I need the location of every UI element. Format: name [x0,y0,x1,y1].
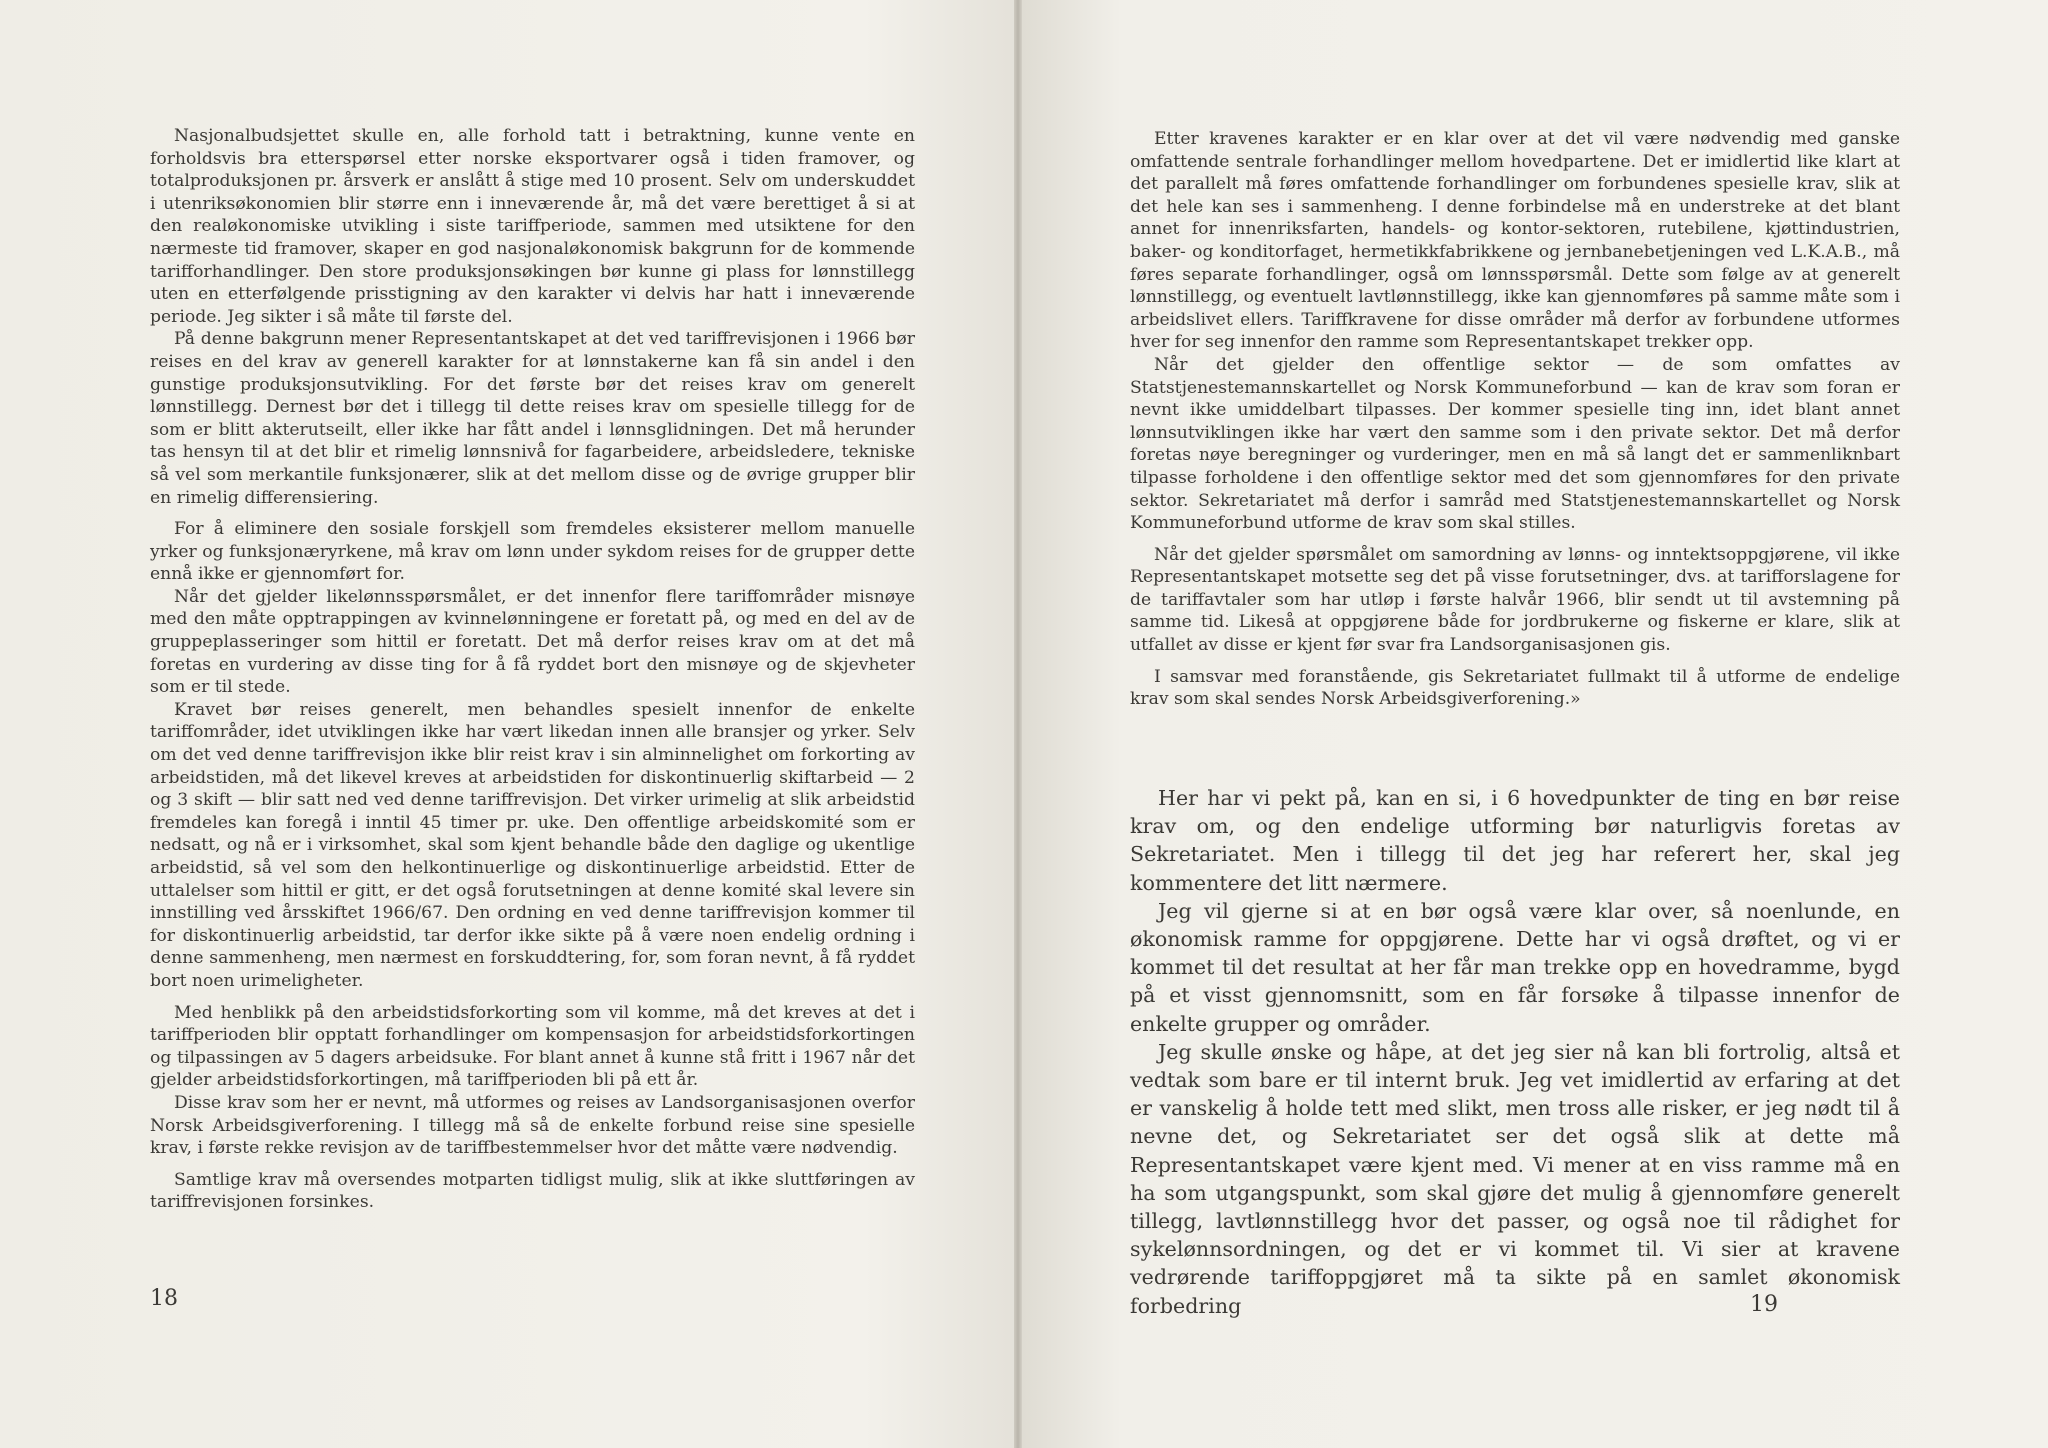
page-number-right: 19 [1750,1292,1778,1317]
paragraph: Med henblikk på den arbeidstidsforkorting som vil komme, må det kreves at det i tariffperioden blir opptatt forhandlinger om kompensasjon for arbeidstidsforkortingen og tilpassingen av 5 dagers arbeidsuke. For blant annet å kunne stå fritt i 1967 når det gjelder arbeidstidsforkortingen, må tariffperioden bli på ett år. [150,1002,915,1091]
right-speech-column [1130,784,1900,1320]
paragraph: Når det gjelder spørsmålet om samordning av lønns- og inntektsoppgjørene, vil ikke Representantskapet motsette seg det på visse forutsetninger, dvs. at tarifforslagene for de tariffavtaler som har utløp i første halvår 1966, blir sendt ut til avstemning på samme tid. Likeså at oppgjørene både for jordbrukerne og fiskerne er klare, slik at utfallet av disse er kjent før svar fra Landsorganisasjonen gis. [1130,544,1900,656]
paragraph: På denne bakgrunn mener Representantskapet at det ved tariffrevisjonen i 1966 bør reises en del krav av generell karakter for at lønnstakerne kan få sin andel i den gunstige produksjonsutvikling. For det første bør det reises krav om generelt lønnstillegg. Dernest bør det i tillegg til dette reises krav om spesielle tillegg for de som er blitt akterutseilt, eller ikke har fått andel i lønnsglidningen. Det må herunder tas hensyn til at det blir et rimelig lønnsnivå for fagarbeidere, arbeidsledere, tekniske så vel som merkantile funksjonærer, slik at det mellom disse og de øvrige grupper blir en rimelig differensiering. [150,329,915,508]
paragraph: Når det gjelder den offentlige sektor — de som omfattes av Statstjenestemannskartellet og Norsk Kommuneforbund — kan de krav som foran er nevnt ikke umiddelbart tilpasses. Der kommer spesielle ting inn, idet blant annet lønnsutviklingen ikke har vært den samme som i den private sektor. Det må derfor foretas nøye beregninger og vurderinger, men en må så langt det er sammenliknbart tilpasse forholdene i den offentlige sektor med det som gjennomføres for den private sektor. Sekretariatet må derfor i samråd med Statstjenestemannskartellet og Norsk Kommuneforbund utforme de krav som skal stilles. [1130,354,1900,534]
paragraph: Samtlige krav må oversendes motparten tidligst mulig, slik at ikke sluttføringen av tariffrevisjonen forsinkes. [150,1169,915,1213]
paragraph: Disse krav som her er nevnt, må utformes og reises av Landsorganisasjonen overfor Norsk Arbeidsgiverforening. I tillegg må så de enkelte forbund reise sine spesielle krav, i første rekke revisjon av de tariffbestemmelser hvor det måtte være nødvendig. [150,1092,915,1159]
book-gutter [1014,0,1022,1448]
page-number-left: 18 [150,1286,178,1311]
paragraph: Kravet bør reises generelt, men behandles spesielt innenfor de enkelte tariffområder, idet utviklingen ikke har vært likedan innen alle bransjer og yrker. Selv om det ved denne tariffrevisjon ikke blir reist krav i sin alminnelighet om forkorting av arbeidstiden, må det likevel kreves at arbeidstiden for diskontinuerlig skiftarbeid — 2 og 3 skift — blir satt ned ved denne tariffrevisjon. Det virker urimelig at slik arbeidstid fremdeles kan foregå i inntil 45 timer pr. uke. Den offentlige arbeidskomité som er nedsatt, og nå er i virksomhet, skal som kjent behandle både den daglige og ukentlige arbeidstid, så vel som den helkontinuerlige og diskontinuerlige arbeidstid. Etter de uttalelser som hittil er gitt, er det også forutsetningen at denne komité skal levere sin innstilling ved årsskiftet 1966/67. Den ordning en ved denne tariffrevisjon kommer til for diskontinuerlig arbeidstid, tar derfor ikke sikte på å være noen endelig ordning i denne sammenheng, men nærmest en forskuddtering, for, som foran nevnt, å få ryddet bort noen urimeligheter. [150,699,915,991]
left-text-column [150,125,915,1214]
left-page [0,0,1018,1448]
paragraph: Etter kravenes karakter er en klar over at det vil være nødvendig med ganske omfattende sentrale forhandlinger mellom hovedpartene. Det er imidlertid like klart at det parallelt må føres omfattende forhandlinger om forbundenes spesielle krav, slik at det hele kan ses i sammenheng. I denne forbindelse må en understreke at det blant annet for innenriksfarten, handels- og kontor-sektoren, rutebilene, kjøttindustrien, baker- og konditorfaget, hermetikkfabrikkene og jernbanebetjeningen ved L.K.A.B., må føres separate forhandlinger, også om lønnsspørsmål. Dette som følge av at generelt lønnstillegg, og eventuelt lavtlønnstillegg, ikke kan gjennomføres på samme måte som i arbeidslivet ellers. Tariffkravene for disse områder må derfor av forbundene utformes hver for seg innenfor den ramme som Representantskapet trekker opp. [1130,129,1900,353]
paragraph: Jeg vil gjerne si at en bør også være klar over, så noenlunde, en økonomisk ramme for oppgjørene. Dette har vi også drøftet, og vi er kommet til det resultat at her får man trekke opp en hovedramme, bygd på et visst gjennomsnitt, som en får forsøke å tilpasse innenfor de enkelte grupper og områder. [1130,898,1900,1036]
right-quoted-column [1130,128,1900,711]
paragraph: Når det gjelder likelønnsspørsmålet, er det innenfor flere tariffområder misnøye med den måte opptrappingen av kvinnelønningene er foretatt på, og med en del av de gruppeplasseringer som hittil er foretatt. Det må derfor reises krav om at det må foretas en vurdering av disse ting for å få ryddet bort den misnøye og de skjevheter som er til stede. [150,586,915,698]
paragraph: For å eliminere den sosiale forskjell som fremdeles eksisterer mellom manuelle yrker og funksjonæryrkene, må krav om lønn under sykdom reises for de grupper dette ennå ikke er gjennomført for. [150,519,915,585]
paragraph: I samsvar med foranstående, gis Sekretariatet fullmakt til å utforme de endelige krav som skal sendes Norsk Arbeidsgiverforening.» [1130,666,1900,710]
right-page [1018,0,2048,1448]
paragraph: Jeg skulle ønske og håpe, at det jeg sier nå kan bli fortrolig, altså et vedtak som bare er til internt bruk. Jeg vet imidlertid av erfaring at det er vanskelig å holde tett med slikt, men tross alle risker, er jeg nødt til å nevne det, og Sekretariatet ser det også slik at dette må Representantskapet være kjent med. Vi mener at en viss ramme må en ha som utgangspunkt, som skal gjøre det mulig å gjennomføre generelt tillegg, lavtlønnstillegg hvor det passer, og også noe til rådighet for sykelønnsordningen, og det er vi kommet til. Vi sier at kravene vedrørende tariffoppgjøret må ta sikte på en samlet økonomisk forbedring [1130,1039,1900,1318]
paragraph: Her har vi pekt på, kan en si, i 6 hovedpunkter de ting en bør reise krav om, og den endelige utforming bør naturligvis foretas av Sekretariatet. Men i tillegg til det jeg har referert her, skal jeg kommentere det litt nærmere. [1130,786,1900,895]
paragraph: Nasjonalbudsjettet skulle en, alle forhold tatt i betraktning, kunne vente en forholdsvis bra etterspørsel etter norske eksportvarer også i tiden framover, og totalproduksjonen pr. årsverk er anslått å stige med 10 prosent. Selv om underskuddet i utenriksøkonomien blir større enn i inneværende år, må det være berettiget å si at den realøkonomiske utvikling i siste tariffperiode, sammen med utsiktene for den nærmeste tid framover, skaper en god nasjonaløkonomisk bakgrunn for de kommende tarifforhandlinger. Den store produksjonsøkingen bør kunne gi plass for lønnstillegg uten en etterfølgende prisstigning av den karakter vi delvis har hatt i inneværende periode. Jeg sikter i så måte til første del. [150,126,915,327]
